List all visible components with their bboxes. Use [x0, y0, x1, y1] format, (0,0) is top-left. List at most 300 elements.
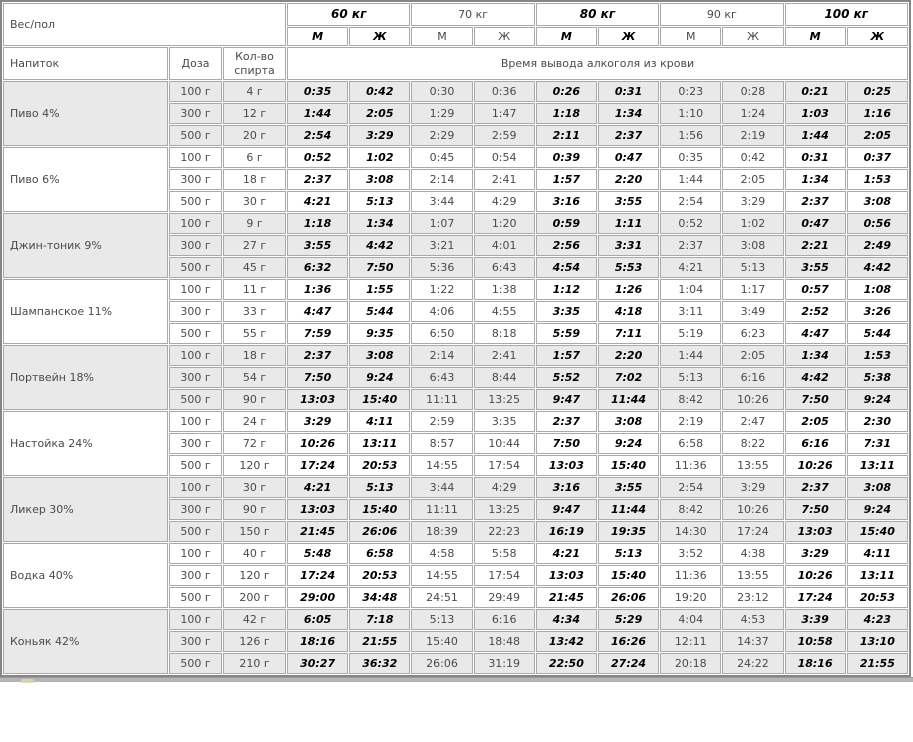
elimination-time-cell: 20:53	[847, 587, 908, 608]
elimination-time-cell: 14:55	[411, 455, 472, 476]
table-row	[3, 609, 908, 630]
elimination-time-cell: 3:29	[287, 411, 348, 432]
elimination-time-cell: 0:30	[411, 81, 472, 102]
dose-cell: 300 г	[169, 565, 222, 586]
elimination-time-cell: 0:25	[847, 81, 908, 102]
elimination-time-cell: 9:24	[349, 367, 410, 388]
elimination-time-cell: 1:34	[598, 103, 659, 124]
elimination-time-cell: 3:55	[598, 191, 659, 212]
elimination-time-cell: 0:35	[660, 147, 721, 168]
elimination-time-cell: 2:52	[785, 301, 846, 322]
elimination-time-cell: 2:37	[785, 477, 846, 498]
alcohol-amount-cell: 11 г	[223, 279, 286, 300]
elimination-time-cell: 21:55	[349, 631, 410, 652]
elimination-time-cell: 4:21	[287, 191, 348, 212]
elimination-time-cell: 3:21	[411, 235, 472, 256]
elimination-time-cell: 0:45	[411, 147, 472, 168]
dose-cell: 100 г	[169, 543, 222, 564]
gender-header-70kg-female: Ж	[474, 27, 535, 46]
elimination-time-cell: 7:50	[287, 367, 348, 388]
elimination-time-cell: 2:14	[411, 345, 472, 366]
elimination-time-cell: 6:16	[474, 609, 535, 630]
elimination-time-cell: 5:36	[411, 257, 472, 278]
gender-header-60kg-male: М	[287, 27, 348, 46]
alcohol-amount-cell: 150 г	[223, 521, 286, 542]
column-labels-row	[3, 47, 908, 80]
elimination-time-cell: 34:48	[349, 587, 410, 608]
dose-cell: 500 г	[169, 521, 222, 542]
elimination-time-cell: 1:03	[785, 103, 846, 124]
elimination-time-cell: 7:18	[349, 609, 410, 630]
weight-header-90kg: 90 кг	[660, 3, 783, 26]
elimination-time-cell: 0:31	[598, 81, 659, 102]
table-row	[3, 345, 908, 366]
elimination-time-cell: 1:24	[722, 103, 783, 124]
elimination-time-cell: 6:58	[660, 433, 721, 454]
elimination-time-cell: 11:11	[411, 389, 472, 410]
elimination-time-cell: 16:19	[536, 521, 597, 542]
elimination-time-cell: 4:29	[474, 191, 535, 212]
elimination-time-cell: 4:21	[536, 543, 597, 564]
elimination-time-cell: 22:50	[536, 653, 597, 674]
elimination-time-cell: 5:38	[847, 367, 908, 388]
drink-name-cell: Настойка 24%	[3, 411, 168, 476]
elimination-time-cell: 3:49	[722, 301, 783, 322]
alcohol-amount-cell: 120 г	[223, 565, 286, 586]
elimination-time-cell: 2:54	[660, 477, 721, 498]
elimination-time-cell: 0:56	[847, 213, 908, 234]
dose-cell: 300 г	[169, 235, 222, 256]
drink-name-cell: Джин-тоник 9%	[3, 213, 168, 278]
elimination-time-cell: 2:05	[785, 411, 846, 432]
elimination-time-cell: 5:44	[847, 323, 908, 344]
elimination-time-cell: 11:36	[660, 455, 721, 476]
alcohol-amount-cell: 18 г	[223, 169, 286, 190]
table-body	[3, 81, 908, 674]
dose-cell: 500 г	[169, 125, 222, 146]
elimination-time-cell: 0:42	[349, 81, 410, 102]
elimination-time-cell: 0:36	[474, 81, 535, 102]
elimination-time-cell: 4:42	[785, 367, 846, 388]
elimination-time-cell: 17:24	[785, 587, 846, 608]
elimination-time-cell: 9:24	[598, 433, 659, 454]
gender-header-100kg-male: М	[785, 27, 846, 46]
dose-cell: 300 г	[169, 103, 222, 124]
elimination-time-cell: 4:47	[785, 323, 846, 344]
elimination-time-cell: 4:18	[598, 301, 659, 322]
elimination-time-cell: 13:11	[847, 455, 908, 476]
weight-header-60kg: 60 кг	[287, 3, 410, 26]
dose-cell: 300 г	[169, 367, 222, 388]
elimination-time-cell: 1:18	[536, 103, 597, 124]
elimination-time-cell: 1:34	[785, 169, 846, 190]
drink-column-header: Напиток	[3, 47, 168, 80]
elimination-time-cell: 3:26	[847, 301, 908, 322]
elimination-time-cell: 15:40	[349, 499, 410, 520]
drink-name-cell: Пиво 4%	[3, 81, 168, 146]
elimination-time-cell: 3:52	[660, 543, 721, 564]
elimination-time-cell: 10:26	[722, 499, 783, 520]
elimination-time-cell: 8:42	[660, 389, 721, 410]
alcohol-amount-cell: 30 г	[223, 477, 286, 498]
dose-cell: 100 г	[169, 411, 222, 432]
alcohol-amount-cell: 54 г	[223, 367, 286, 388]
elimination-time-cell: 20:18	[660, 653, 721, 674]
elimination-time-cell: 1:08	[847, 279, 908, 300]
drink-name-cell: Водка 40%	[3, 543, 168, 608]
gender-header-60kg-female: Ж	[349, 27, 410, 46]
elimination-time-cell: 3:08	[847, 191, 908, 212]
elimination-time-cell: 15:40	[598, 565, 659, 586]
alcohol-amount-cell: 12 г	[223, 103, 286, 124]
alcohol-amount-cell: 33 г	[223, 301, 286, 322]
elimination-time-cell: 2:05	[722, 345, 783, 366]
elimination-time-cell: 3:55	[785, 257, 846, 278]
elimination-time-cell: 18:39	[411, 521, 472, 542]
dose-cell: 500 г	[169, 389, 222, 410]
elimination-time-cell: 1:53	[847, 169, 908, 190]
elimination-time-cell: 2:37	[287, 345, 348, 366]
elimination-time-cell: 15:40	[349, 389, 410, 410]
elimination-time-cell: 19:35	[598, 521, 659, 542]
elimination-time-cell: 1:22	[411, 279, 472, 300]
drink-name-cell: Портвейн 18%	[3, 345, 168, 410]
elimination-time-cell: 0:57	[785, 279, 846, 300]
elimination-time-cell: 4:21	[287, 477, 348, 498]
drink-name-cell: Шампанское 11%	[3, 279, 168, 344]
dose-cell: 100 г	[169, 81, 222, 102]
elimination-time-cell: 9:47	[536, 389, 597, 410]
elimination-time-cell: 13:10	[847, 631, 908, 652]
elimination-time-cell: 11:36	[660, 565, 721, 586]
elimination-time-cell: 1:04	[660, 279, 721, 300]
elimination-time-cell: 4:42	[847, 257, 908, 278]
elimination-time-cell: 0:31	[785, 147, 846, 168]
elimination-time-cell: 2:59	[411, 411, 472, 432]
elimination-time-cell: 8:44	[474, 367, 535, 388]
elimination-time-cell: 9:47	[536, 499, 597, 520]
elimination-time-cell: 0:54	[474, 147, 535, 168]
elimination-time-cell: 7:31	[847, 433, 908, 454]
elimination-time-cell: 6:50	[411, 323, 472, 344]
alcohol-amount-cell: 20 г	[223, 125, 286, 146]
elimination-time-cell: 3:35	[474, 411, 535, 432]
elimination-time-cell: 18:48	[474, 631, 535, 652]
elimination-time-cell: 2:05	[349, 103, 410, 124]
elimination-time-cell: 3:16	[536, 191, 597, 212]
elimination-time-cell: 6:32	[287, 257, 348, 278]
dose-cell: 500 г	[169, 587, 222, 608]
elimination-time-cell: 5:58	[474, 543, 535, 564]
dose-cell: 100 г	[169, 477, 222, 498]
table-row	[3, 147, 908, 168]
gender-header-100kg-female: Ж	[847, 27, 908, 46]
elimination-time-cell: 2:59	[474, 125, 535, 146]
alcohol-amount-cell: 30 г	[223, 191, 286, 212]
elimination-time-cell: 7:50	[536, 433, 597, 454]
elimination-time-cell: 15:40	[411, 631, 472, 652]
elimination-time-cell: 4:21	[660, 257, 721, 278]
elimination-time-cell: 13:03	[536, 565, 597, 586]
elimination-time-cell: 5:52	[536, 367, 597, 388]
elimination-time-cell: 14:37	[722, 631, 783, 652]
elimination-time-cell: 20:53	[349, 565, 410, 586]
alcohol-amount-cell: 200 г	[223, 587, 286, 608]
elimination-time-cell: 7:50	[349, 257, 410, 278]
elimination-time-cell: 31:19	[474, 653, 535, 674]
elimination-time-cell: 24:22	[722, 653, 783, 674]
elimination-time-cell: 13:11	[349, 433, 410, 454]
elimination-time-cell: 10:26	[785, 455, 846, 476]
elimination-time-cell: 1:34	[349, 213, 410, 234]
elimination-time-cell: 3:08	[349, 345, 410, 366]
alcohol-amount-cell: 9 г	[223, 213, 286, 234]
elimination-time-cell: 3:08	[598, 411, 659, 432]
elimination-time-cell: 1:16	[847, 103, 908, 124]
elimination-time-cell: 0:42	[722, 147, 783, 168]
dose-cell: 300 г	[169, 499, 222, 520]
elimination-time-cell: 0:52	[660, 213, 721, 234]
elimination-time-cell: 8:22	[722, 433, 783, 454]
alcohol-amount-cell: 40 г	[223, 543, 286, 564]
alcohol-amount-cell: 90 г	[223, 499, 286, 520]
elimination-time-cell: 3:08	[349, 169, 410, 190]
elimination-time-cell: 3:29	[722, 477, 783, 498]
elimination-time-cell: 1:44	[785, 125, 846, 146]
elimination-time-cell: 5:13	[660, 367, 721, 388]
elimination-time-cell: 2:20	[598, 169, 659, 190]
elimination-time-cell: 6:05	[287, 609, 348, 630]
dose-column-header: Доза	[169, 47, 222, 80]
alcohol-amount-cell: 24 г	[223, 411, 286, 432]
elimination-time-cell: 9:24	[847, 499, 908, 520]
elimination-time-cell: 7:50	[785, 499, 846, 520]
elimination-time-cell: 1:02	[349, 147, 410, 168]
dose-cell: 500 г	[169, 323, 222, 344]
elimination-time-cell: 22:23	[474, 521, 535, 542]
elimination-time-cell: 0:39	[536, 147, 597, 168]
dose-cell: 300 г	[169, 433, 222, 454]
elimination-time-cell: 21:55	[847, 653, 908, 674]
elimination-time-cell: 17:24	[287, 565, 348, 586]
elimination-time-cell: 0:28	[722, 81, 783, 102]
weight-gender-corner-label: Вес/пол	[3, 3, 286, 46]
elimination-time-cell: 10:26	[287, 433, 348, 454]
elimination-time-cell: 6:43	[411, 367, 472, 388]
elimination-time-cell: 8:18	[474, 323, 535, 344]
elimination-time-cell: 6:43	[474, 257, 535, 278]
elimination-time-cell: 1:10	[660, 103, 721, 124]
elimination-time-cell: 1:56	[660, 125, 721, 146]
elimination-time-cell: 0:47	[598, 147, 659, 168]
elimination-time-cell: 14:30	[660, 521, 721, 542]
gender-header-70kg-male: М	[411, 27, 472, 46]
elimination-time-cell: 26:06	[598, 587, 659, 608]
drink-name-cell: Ликер 30%	[3, 477, 168, 542]
elimination-time-cell: 13:25	[474, 389, 535, 410]
elimination-time-cell: 1:44	[660, 345, 721, 366]
elimination-time-cell: 30:27	[287, 653, 348, 674]
elimination-time-cell: 5:44	[349, 301, 410, 322]
elimination-time-cell: 11:44	[598, 389, 659, 410]
alcohol-amount-cell: 42 г	[223, 609, 286, 630]
elimination-time-cell: 29:00	[287, 587, 348, 608]
elimination-time-cell: 5:13	[349, 477, 410, 498]
elimination-time-cell: 9:24	[847, 389, 908, 410]
elimination-time-cell: 2:54	[660, 191, 721, 212]
elimination-time-cell: 13:03	[785, 521, 846, 542]
gender-header-90kg-female: Ж	[722, 27, 783, 46]
elimination-time-cell: 2:21	[785, 235, 846, 256]
elimination-time-cell: 13:55	[722, 565, 783, 586]
alcohol-amount-column-header: Кол-во спирта	[223, 47, 286, 80]
elimination-time-cell: 5:59	[536, 323, 597, 344]
elimination-time-cell: 2:19	[722, 125, 783, 146]
elimination-time-cell: 7:50	[785, 389, 846, 410]
elimination-time-cell: 17:24	[722, 521, 783, 542]
elimination-time-cell: 9:35	[349, 323, 410, 344]
alcohol-amount-cell: 18 г	[223, 345, 286, 366]
elimination-time-cell: 14:55	[411, 565, 472, 586]
elimination-time-header: Время вывода алкоголя из крови	[287, 47, 908, 80]
elimination-time-cell: 5:13	[411, 609, 472, 630]
elimination-time-cell: 21:45	[287, 521, 348, 542]
elimination-time-cell: 10:26	[722, 389, 783, 410]
elimination-time-cell: 4:34	[536, 609, 597, 630]
alcohol-amount-cell: 90 г	[223, 389, 286, 410]
alcohol-amount-cell: 27 г	[223, 235, 286, 256]
elimination-time-cell: 0:35	[287, 81, 348, 102]
elimination-time-cell: 3:16	[536, 477, 597, 498]
elimination-time-cell: 0:47	[785, 213, 846, 234]
elimination-time-cell: 1:55	[349, 279, 410, 300]
elimination-time-cell: 21:45	[536, 587, 597, 608]
alcohol-amount-cell: 72 г	[223, 433, 286, 454]
elimination-time-cell: 18:16	[785, 653, 846, 674]
dose-cell: 100 г	[169, 147, 222, 168]
table-row	[3, 543, 908, 564]
elimination-time-cell: 4:54	[536, 257, 597, 278]
weight-header-row	[3, 3, 908, 26]
elimination-time-cell: 1:12	[536, 279, 597, 300]
elimination-time-cell: 10:26	[785, 565, 846, 586]
elimination-time-cell: 13:03	[287, 389, 348, 410]
elimination-time-cell: 26:06	[349, 521, 410, 542]
elimination-time-cell: 1:38	[474, 279, 535, 300]
elimination-time-cell: 4:01	[474, 235, 535, 256]
elimination-time-cell: 12:11	[660, 631, 721, 652]
elimination-time-cell: 2:56	[536, 235, 597, 256]
elimination-time-cell: 2:19	[660, 411, 721, 432]
elimination-time-cell: 3:29	[349, 125, 410, 146]
dose-cell: 500 г	[169, 653, 222, 674]
elimination-time-cell: 2:37	[785, 191, 846, 212]
elimination-time-cell: 6:16	[785, 433, 846, 454]
elimination-time-cell: 1:53	[847, 345, 908, 366]
elimination-time-cell: 4:38	[722, 543, 783, 564]
elimination-time-cell: 0:21	[785, 81, 846, 102]
elimination-time-cell: 3:35	[536, 301, 597, 322]
elimination-time-cell: 19:20	[660, 587, 721, 608]
elimination-time-cell: 5:13	[349, 191, 410, 212]
elimination-time-cell: 4:11	[349, 411, 410, 432]
dose-cell: 100 г	[169, 279, 222, 300]
elimination-time-cell: 2:37	[598, 125, 659, 146]
dose-cell: 500 г	[169, 455, 222, 476]
elimination-time-cell: 4:47	[287, 301, 348, 322]
elimination-time-cell: 6:23	[722, 323, 783, 344]
elimination-time-cell: 4:42	[349, 235, 410, 256]
elimination-time-cell: 13:03	[287, 499, 348, 520]
table-row	[3, 279, 908, 300]
elimination-time-cell: 1:18	[287, 213, 348, 234]
elimination-time-cell: 1:02	[722, 213, 783, 234]
elimination-time-cell: 27:24	[598, 653, 659, 674]
elimination-time-cell: 2:41	[474, 169, 535, 190]
elimination-time-cell: 1:44	[287, 103, 348, 124]
elimination-time-cell: 5:19	[660, 323, 721, 344]
elimination-time-cell: 24:51	[411, 587, 472, 608]
gender-header-80kg-female: Ж	[598, 27, 659, 46]
elimination-time-cell: 23:12	[722, 587, 783, 608]
elimination-time-cell: 1:57	[536, 345, 597, 366]
elimination-time-cell: 2:05	[847, 125, 908, 146]
elimination-time-cell: 8:42	[660, 499, 721, 520]
elimination-time-cell: 10:58	[785, 631, 846, 652]
elimination-time-cell: 4:06	[411, 301, 472, 322]
elimination-time-cell: 2:37	[536, 411, 597, 432]
elimination-time-cell: 4:55	[474, 301, 535, 322]
gender-header-90kg-male: М	[660, 27, 721, 46]
elimination-time-cell: 3:31	[598, 235, 659, 256]
elimination-time-cell: 11:11	[411, 499, 472, 520]
drink-name-cell: Пиво 6%	[3, 147, 168, 212]
weight-header-70kg: 70 кг	[411, 3, 534, 26]
dose-cell: 500 г	[169, 191, 222, 212]
elimination-time-cell: 3:29	[785, 543, 846, 564]
elimination-time-cell: 1:34	[785, 345, 846, 366]
elimination-time-cell: 1:20	[474, 213, 535, 234]
elimination-time-cell: 7:59	[287, 323, 348, 344]
elimination-time-cell: 2:47	[722, 411, 783, 432]
elimination-time-cell: 3:55	[287, 235, 348, 256]
elimination-time-cell: 5:53	[598, 257, 659, 278]
alcohol-amount-cell: 55 г	[223, 323, 286, 344]
elimination-time-cell: 6:16	[722, 367, 783, 388]
page-bottom-strip	[0, 677, 913, 682]
elimination-time-cell: 0:52	[287, 147, 348, 168]
gender-header-80kg-male: М	[536, 27, 597, 46]
elimination-time-cell: 1:44	[660, 169, 721, 190]
table-row	[3, 477, 908, 498]
elimination-time-cell: 3:44	[411, 191, 472, 212]
elimination-time-cell: 1:29	[411, 103, 472, 124]
elimination-time-cell: 11:44	[598, 499, 659, 520]
elimination-time-cell: 2:49	[847, 235, 908, 256]
elimination-time-cell: 2:05	[722, 169, 783, 190]
elimination-time-cell: 1:47	[474, 103, 535, 124]
table-row	[3, 411, 908, 432]
elimination-time-cell: 13:03	[536, 455, 597, 476]
elimination-time-cell: 13:11	[847, 565, 908, 586]
elimination-time-cell: 2:54	[287, 125, 348, 146]
elimination-time-cell: 7:02	[598, 367, 659, 388]
alcohol-amount-cell: 6 г	[223, 147, 286, 168]
weight-header-80kg: 80 кг	[536, 3, 659, 26]
elimination-time-cell: 13:55	[722, 455, 783, 476]
elimination-time-cell: 0:26	[536, 81, 597, 102]
dose-cell: 100 г	[169, 345, 222, 366]
